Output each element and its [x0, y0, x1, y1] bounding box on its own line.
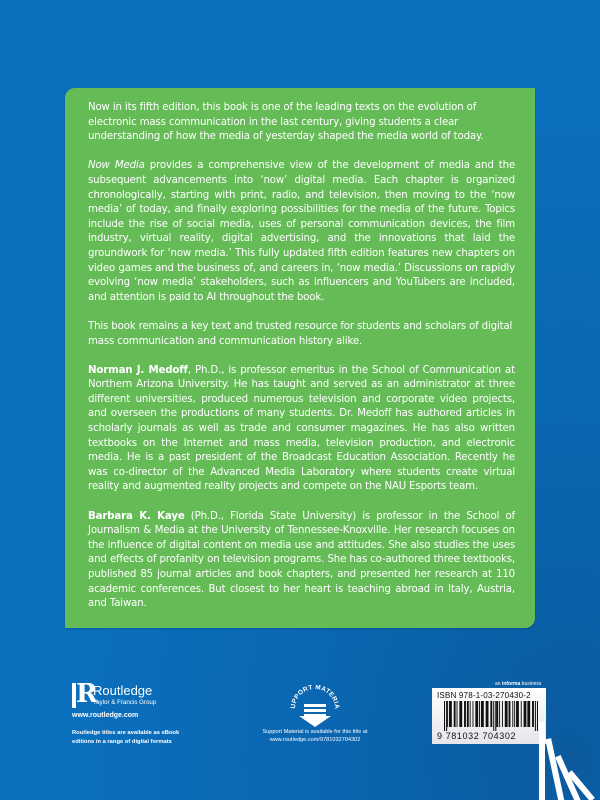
routledge-r-icon: R — [72, 683, 89, 708]
barcode-bars — [444, 701, 538, 731]
author2-paragraph — [88, 510, 515, 612]
publisher-name: Routledge — [93, 683, 153, 698]
support-note: Support Material is available for this title at www.routledge.com/9781032704302 — [262, 729, 368, 743]
falling-bars-decoration — [535, 718, 600, 800]
author1-name: Norman J. Medoff — [88, 364, 188, 376]
publisher-group: Taylor & Francis Group — [93, 699, 157, 706]
barcode-digits: 9 781032 704302 — [437, 731, 517, 741]
back-cover-blurb-panel — [65, 88, 535, 628]
author1-bio: , Ph.D., is professor emeritus in the School of Communication at Northern Arizona University. He has taught and served as an administrator at three different universities, produced numerous television and corporate video projects, and overseen the productions of many students. Dr. Medoff has authored articles in scholarly journals as well as trade and consumer magazines. He has also written textbooks on the Internet and mass media, television production, and electronic media. He is a past president of the Broadcast Education Association. Recently he was co-director of the Advanced Media Laboratory where students create virtual reality and augmented reality projects and compete on the NAU Esports team. — [88, 364, 515, 493]
isbn-barcode — [432, 688, 546, 744]
intro-paragraph: Now in its fifth edition, this book is one of the leading texts on the evolution of electronic mass communication in the last century, giving students a clear understanding of how the media of yesterday shaped the media world of today. — [88, 102, 484, 143]
author2-name: Barbara K. Kaye — [88, 510, 185, 522]
blurb-text — [88, 101, 515, 626]
publisher-block — [72, 679, 180, 746]
isbn-number: ISBN 978-1-03-270430-2 — [437, 691, 531, 700]
closing-paragraph: This book remains a key text and trusted resource for students and scholars of digital mass communication and communication history alike. — [88, 320, 513, 347]
author1-paragraph — [88, 364, 515, 495]
deco-bar — [539, 722, 545, 800]
publisher-website: www.routledge.com — [72, 712, 139, 719]
book-title-italic: Now Media — [88, 160, 145, 172]
author2-bio: (Ph.D., Florida State University) is professor in the School of Journalism & Media at the University of Tennessee-Knoxville. Her research focuses on the influence of digital content on media use and attitudes. She also studies the uses and effects of profanity on television programs. She has co-authored three textbooks, published 85 journal articles and book chapters, and presented her research at 110 academic conferences. But closest to her heart is teaching abroad in Italy, Austria, and Taiwan. — [88, 510, 515, 610]
support-material-block — [240, 685, 390, 744]
support-badge-label: UPPORT MATERIA — [289, 685, 341, 710]
description-paragraph — [88, 159, 515, 305]
ebook-note: Routledge titles are available as eBook editions in a range of digital formats — [72, 730, 180, 745]
description-text: provides a comprehensive view of the development of media and the subsequent advancements into ‘now’ digital media. Each chapter is organized chronologically, starting with print, radio, and television, then moving to the ‘now media’ of today, and finally exploring possibilities for the media of the future. Topics include the rise of social media, uses of personal communication devices, the film industry, virtual reality, digital advertising, and the innovations that laid the groundwork for ‘now media.’ This fully updated fifth edition features new chapters on video games and the business of, and careers in, ‘now media.’ Discussions on rapidly evolving ‘now media’ stakeholders, such as influencers and YouTubers are included, and attention is paid to AI throughout the book. — [88, 160, 515, 303]
routledge-logo — [72, 679, 179, 709]
informa-tagline: an informa business — [495, 681, 542, 687]
support-material-download-icon — [285, 685, 345, 725]
